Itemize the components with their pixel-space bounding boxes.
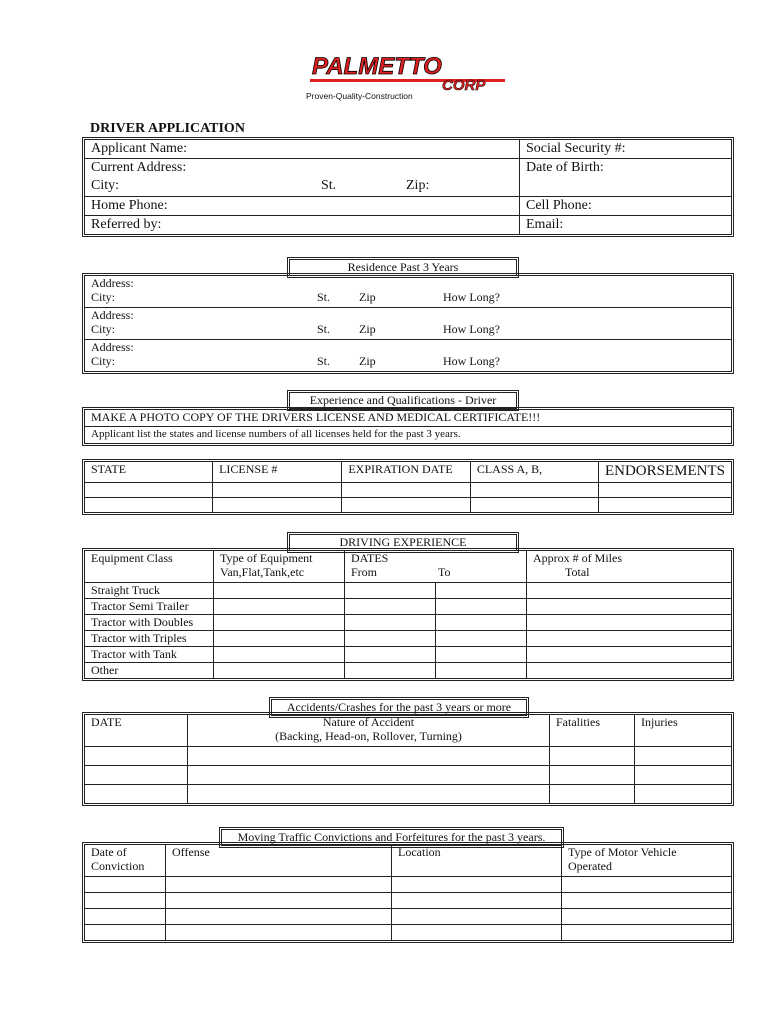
from-label: From bbox=[351, 565, 378, 579]
palmetto-logo-graphic bbox=[306, 52, 516, 102]
vehicle-type-label: Type of Motor Vehicle bbox=[568, 845, 677, 859]
equipment-class-cell: Other bbox=[85, 663, 214, 679]
city-label: City: bbox=[91, 178, 120, 193]
equipment-class-cell: Tractor Semi Trailer bbox=[85, 599, 214, 615]
residence-city-label: City: bbox=[91, 354, 116, 368]
table-row bbox=[85, 893, 732, 909]
equipment-class-cell: Tractor with Triples bbox=[85, 631, 214, 647]
residence-zip-label: Zip bbox=[359, 354, 376, 368]
conviction-date-label-2: Conviction bbox=[91, 859, 145, 873]
residence-row[interactable] bbox=[85, 340, 732, 372]
table-row bbox=[85, 909, 732, 925]
equipment-type-examples: Van,Flat,Tank,etc bbox=[220, 565, 305, 579]
residence-address-label: Address: bbox=[91, 276, 134, 290]
state-header: STATE bbox=[85, 462, 213, 483]
miles-label: Approx # of Miles bbox=[533, 551, 622, 565]
equipment-class-cell: Tractor with Doubles bbox=[85, 615, 214, 631]
photo-copy-notice: MAKE A PHOTO COPY OF THE DRIVERS LICENSE AND MEDICAL CERTIFICATE!!! bbox=[85, 410, 732, 427]
accidents-section-title: Accidents/Crashes for the past 3 years or more bbox=[271, 699, 527, 716]
convictions-table bbox=[84, 844, 732, 941]
table-row bbox=[85, 877, 732, 893]
vehicle-type-label-2: Operated bbox=[568, 859, 612, 873]
offense-header: Offense bbox=[166, 845, 392, 877]
conviction-date-header bbox=[85, 845, 166, 877]
home-phone-field[interactable]: Home Phone: bbox=[85, 197, 520, 216]
residence-city-label: City: bbox=[91, 290, 116, 304]
driving-experience-title: DRIVING EXPERIENCE bbox=[289, 534, 517, 551]
table-row bbox=[85, 615, 732, 631]
table-row bbox=[85, 483, 732, 498]
miles-header bbox=[527, 551, 732, 583]
residence-how-long-label: How Long? bbox=[443, 322, 500, 336]
license-number-header: LICENSE # bbox=[213, 462, 342, 483]
endorsements-header: ENDORSEMENTS bbox=[598, 462, 731, 483]
address-city-cell[interactable] bbox=[85, 159, 520, 197]
residence-how-long-label: How Long? bbox=[443, 354, 500, 368]
table-row bbox=[85, 747, 732, 766]
accident-date-header: DATE bbox=[85, 715, 188, 747]
class-header: CLASS A, B, bbox=[470, 462, 598, 483]
company-logo bbox=[306, 52, 516, 102]
license-instructions: Applicant list the states and license numbers of all licenses held for the past 3 years. bbox=[85, 427, 732, 444]
equipment-class-cell: Tractor with Tank bbox=[85, 647, 214, 663]
residence-table bbox=[84, 275, 732, 372]
equipment-type-label: Type of Equipment bbox=[220, 551, 313, 565]
dob-field[interactable]: Date of Birth: bbox=[520, 159, 732, 197]
injuries-header: Injuries bbox=[635, 715, 732, 747]
residence-state-label: St. bbox=[317, 322, 331, 336]
residence-state-label: St. bbox=[317, 290, 331, 304]
experience-notes-table bbox=[84, 409, 732, 444]
nature-of-accident-header bbox=[188, 715, 550, 747]
convictions-section-title: Moving Traffic Convictions and Forfeitures for the past 3 years. bbox=[221, 829, 562, 846]
conviction-date-label: Date of bbox=[91, 845, 127, 859]
logo-tagline: Proven-Quality-Construction bbox=[306, 91, 413, 101]
expiration-date-header: EXPIRATION DATE bbox=[342, 462, 470, 483]
table-row bbox=[85, 599, 732, 615]
cell-phone-field[interactable]: Cell Phone: bbox=[520, 197, 732, 216]
table-row bbox=[85, 647, 732, 663]
form-title: DRIVER APPLICATION bbox=[90, 121, 245, 136]
to-label: To bbox=[438, 565, 451, 579]
table-row bbox=[85, 766, 732, 785]
table-row bbox=[85, 631, 732, 647]
applicant-info-table bbox=[84, 139, 732, 235]
residence-state-label: St. bbox=[317, 354, 331, 368]
residence-zip-label: Zip bbox=[359, 322, 376, 336]
residence-address-label: Address: bbox=[91, 308, 134, 322]
equipment-class-cell: Straight Truck bbox=[85, 583, 214, 599]
table-row bbox=[85, 498, 732, 513]
miles-total-label: Total bbox=[565, 565, 590, 579]
table-row bbox=[85, 663, 732, 679]
current-address-label: Current Address: bbox=[91, 160, 187, 175]
table-row bbox=[85, 583, 732, 599]
ssn-field[interactable]: Social Security #: bbox=[520, 140, 732, 159]
state-label: St. bbox=[321, 178, 337, 193]
residence-row[interactable] bbox=[85, 276, 732, 308]
nature-examples: (Backing, Head-on, Rollover, Turning) bbox=[275, 729, 462, 743]
email-field[interactable]: Email: bbox=[520, 216, 732, 235]
logo-name-top: PALMETTO bbox=[312, 53, 442, 80]
referred-by-field[interactable]: Referred by: bbox=[85, 216, 520, 235]
applicant-name-field[interactable]: Applicant Name: bbox=[85, 140, 520, 159]
table-row bbox=[85, 785, 732, 804]
residence-how-long-label: How Long? bbox=[443, 290, 500, 304]
vehicle-type-header bbox=[562, 845, 732, 877]
table-row bbox=[85, 925, 732, 941]
residence-city-label: City: bbox=[91, 322, 116, 336]
experience-section-title: Experience and Qualifications - Driver bbox=[289, 392, 517, 409]
residence-row[interactable] bbox=[85, 308, 732, 340]
residence-section-title: Residence Past 3 Years bbox=[289, 259, 517, 276]
dates-header bbox=[345, 551, 527, 583]
residence-address-label: Address: bbox=[91, 340, 134, 354]
zip-label: Zip: bbox=[406, 178, 430, 193]
equipment-class-header: Equipment Class bbox=[85, 551, 214, 583]
license-table bbox=[84, 461, 732, 513]
accidents-table bbox=[84, 714, 732, 804]
location-header: Location bbox=[392, 845, 562, 877]
nature-label: Nature of Accident bbox=[322, 715, 415, 729]
equipment-type-header bbox=[214, 551, 345, 583]
driving-experience-table bbox=[84, 550, 732, 679]
residence-zip-label: Zip bbox=[359, 290, 376, 304]
logo-name-bottom: CORP bbox=[442, 77, 486, 94]
dates-label: DATES bbox=[351, 551, 389, 565]
fatalities-header: Fatalities bbox=[550, 715, 635, 747]
